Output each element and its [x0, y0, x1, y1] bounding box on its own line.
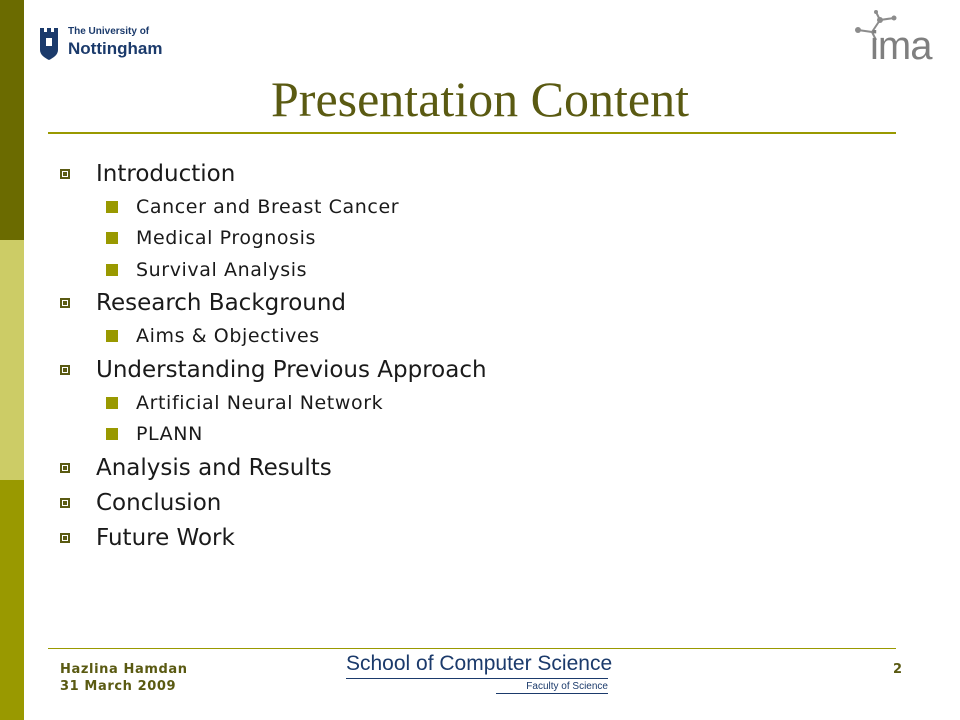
subitem-label: Medical Prognosis	[136, 227, 316, 250]
subitem-label: Artificial Neural Network	[136, 391, 384, 414]
list-item	[58, 286, 898, 321]
title-divider	[48, 132, 896, 134]
university-name-line2: Nottingham	[68, 39, 163, 58]
filled-square-bullet-icon	[106, 330, 118, 342]
ima-logo-text: ima	[870, 24, 932, 68]
castle-crest-icon	[38, 24, 60, 60]
footer-divider	[48, 648, 896, 649]
sub-list-item	[106, 223, 898, 255]
faculty-name: Faculty of Science	[526, 681, 608, 692]
content-list	[58, 156, 898, 555]
item-label: Understanding Previous Approach	[96, 356, 487, 383]
sub-list-item	[106, 419, 898, 451]
list-item	[58, 352, 898, 387]
square-bullet-icon	[60, 298, 70, 308]
sub-list-item	[106, 191, 898, 223]
subitem-label: Cancer and Breast Cancer	[136, 195, 400, 218]
list-item	[58, 156, 898, 191]
filled-square-bullet-icon	[106, 264, 118, 276]
subitem-label: Aims & Objectives	[136, 325, 320, 348]
item-label: Conclusion	[96, 489, 222, 516]
filled-square-bullet-icon	[106, 397, 118, 409]
ima-logo	[846, 10, 946, 70]
filled-square-bullet-icon	[106, 201, 118, 213]
list-item	[58, 520, 898, 555]
sidebar-bar-middle	[0, 240, 24, 480]
footer-date: 31 March 2009	[60, 679, 177, 694]
subitem-label: Survival Analysis	[136, 258, 308, 281]
school-logo	[346, 652, 613, 694]
slide-title: Presentation Content	[271, 71, 689, 127]
sidebar-bar-bottom	[0, 480, 24, 720]
school-underline	[346, 678, 608, 679]
sub-list-item	[106, 254, 898, 286]
list-item	[58, 485, 898, 520]
square-bullet-icon	[60, 365, 70, 375]
square-bullet-icon	[60, 498, 70, 508]
faculty-underline	[496, 693, 608, 694]
sub-list-item	[106, 387, 898, 419]
sub-list-item	[106, 321, 898, 353]
school-name: School of Computer Science	[346, 652, 613, 675]
filled-square-bullet-icon	[106, 428, 118, 440]
filled-square-bullet-icon	[106, 232, 118, 244]
university-logo	[38, 22, 162, 62]
subitem-label: PLANN	[136, 423, 203, 446]
square-bullet-icon	[60, 169, 70, 179]
university-name-line1: The University of	[68, 26, 150, 37]
item-label: Research Background	[96, 290, 347, 316]
square-bullet-icon	[60, 463, 70, 473]
list-item	[58, 450, 898, 485]
item-label: Future Work	[96, 524, 235, 551]
square-bullet-icon	[60, 533, 70, 543]
footer-author: Hazlina Hamdan	[60, 662, 188, 677]
page-number: 2	[892, 662, 902, 677]
item-label: Introduction	[96, 160, 236, 187]
item-label: Analysis and Results	[96, 454, 332, 481]
